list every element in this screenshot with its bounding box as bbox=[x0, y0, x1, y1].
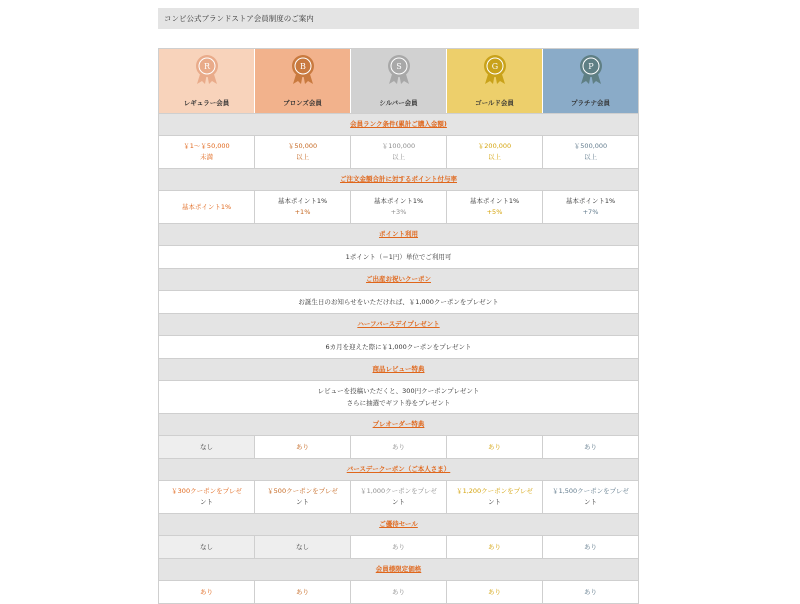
section-header-half-birthday bbox=[159, 313, 638, 335]
rank-silver bbox=[351, 49, 447, 113]
cell-line: ￥200,000 bbox=[477, 142, 512, 150]
cell-line: +5% bbox=[486, 208, 503, 216]
section-header-point-rate bbox=[159, 168, 638, 190]
preorder-row bbox=[159, 435, 638, 458]
medal-letter: B bbox=[299, 62, 306, 71]
rank-condition-silver bbox=[351, 136, 447, 168]
page-title: コンビ公式ブランドストア会員制度のご案内 bbox=[158, 8, 639, 29]
point-rate-bronze bbox=[255, 191, 351, 223]
point-use-text: 1ポイント（＝1円）単位でご利用可 bbox=[345, 253, 452, 261]
cell-line: 基本ポイント1% bbox=[565, 197, 616, 205]
medal-p-icon bbox=[576, 53, 606, 85]
member-price-row bbox=[159, 580, 638, 604]
cell-line: ント bbox=[200, 498, 213, 506]
member-price-regular: あり bbox=[159, 581, 255, 603]
section-title[interactable]: プレオーダー特典 bbox=[372, 420, 425, 428]
section-title[interactable]: 会員様限定価格 bbox=[375, 565, 422, 573]
rank-gold bbox=[447, 49, 543, 113]
rank-label-regular: レギュラー会員 bbox=[183, 99, 230, 107]
point-rate-row bbox=[159, 190, 638, 223]
point-rate-silver bbox=[351, 191, 447, 223]
rank-label-platinum: プラチナ会員 bbox=[571, 99, 610, 107]
cell-line: ント bbox=[296, 498, 309, 506]
section-header-birth-coupon bbox=[159, 268, 638, 290]
rank-label-silver: シルバー会員 bbox=[379, 99, 418, 107]
cell-line: +3% bbox=[390, 208, 407, 216]
cell-line: 基本ポイント1% bbox=[469, 197, 520, 205]
point-rate-gold bbox=[447, 191, 543, 223]
preorder-platinum: あり bbox=[584, 442, 597, 451]
special-sale-bronze: なし bbox=[255, 536, 351, 558]
cell-line: 基本ポイント1% bbox=[181, 202, 232, 211]
section-title[interactable]: ご出産お祝いクーポン bbox=[366, 275, 431, 283]
section-header-special-sale bbox=[159, 513, 638, 535]
medal-letter: G bbox=[491, 62, 498, 71]
cell-line: ￥300クーポンをプレゼ bbox=[171, 487, 242, 495]
birthday-coupon-bronze bbox=[255, 481, 351, 513]
preorder-regular: なし bbox=[159, 436, 255, 458]
birthday-coupon-platinum bbox=[543, 481, 638, 513]
section-header-birthday-coupon bbox=[159, 458, 638, 480]
cell-line: ￥1,000クーポンをプレゼ bbox=[360, 487, 437, 495]
member-price-platinum: あり bbox=[584, 587, 597, 596]
section-title[interactable]: ポイント利用 bbox=[379, 230, 418, 238]
special-sale-gold: あり bbox=[447, 536, 543, 558]
rank-condition-row bbox=[159, 135, 638, 168]
section-title[interactable]: バースデークーポン（ご本人さま） bbox=[346, 465, 451, 473]
rank-condition-bronze bbox=[255, 136, 351, 168]
membership-table bbox=[158, 48, 639, 604]
birthday-coupon-silver bbox=[351, 481, 447, 513]
cell-line: 以上 bbox=[296, 153, 309, 161]
review-line-1: レビューを投稿いただくと、300円クーポンプレゼント bbox=[317, 387, 480, 395]
special-sale-row bbox=[159, 535, 638, 558]
cell-line: 基本ポイント1% bbox=[373, 197, 424, 205]
rank-label-gold: ゴールド会員 bbox=[475, 99, 514, 107]
medal-b-icon bbox=[288, 53, 318, 85]
member-price-gold: あり bbox=[447, 581, 543, 603]
rank-platinum bbox=[543, 49, 638, 113]
cell-line: 以上 bbox=[584, 153, 597, 161]
cell-line: ント bbox=[392, 498, 405, 506]
rank-condition-gold bbox=[447, 136, 543, 168]
section-header-review bbox=[159, 358, 638, 380]
rank-condition-platinum bbox=[543, 136, 638, 168]
review-row bbox=[159, 380, 638, 413]
cell-line: ￥1,500クーポンをプレゼ bbox=[552, 487, 629, 495]
cell-line: +7% bbox=[582, 208, 599, 216]
cell-line: +1% bbox=[294, 208, 311, 216]
cell-line: 以上 bbox=[392, 153, 405, 161]
half-birthday-row bbox=[159, 335, 638, 358]
cell-line: ￥50,000 bbox=[287, 142, 318, 150]
birth-coupon-text: お誕生日のお知らせをいただければ、￥1,000クーポンをプレゼント bbox=[298, 298, 499, 306]
special-sale-silver: あり bbox=[351, 536, 447, 558]
cell-line: ￥100,000 bbox=[381, 142, 416, 150]
birthday-coupon-regular bbox=[159, 481, 255, 513]
cell-line: ント bbox=[488, 498, 501, 506]
section-title[interactable]: ハーフバースデイプレゼント bbox=[357, 320, 440, 328]
point-rate-regular bbox=[159, 191, 255, 223]
section-header-member-price bbox=[159, 558, 638, 580]
cell-line: ￥500クーポンをプレゼ bbox=[267, 487, 338, 495]
cell-line: ￥1〜￥50,000 bbox=[183, 142, 230, 150]
medal-letter: S bbox=[395, 62, 402, 71]
cell-line: 未満 bbox=[200, 153, 213, 161]
medal-letter: R bbox=[203, 62, 210, 71]
birth-coupon-row bbox=[159, 290, 638, 313]
preorder-bronze: あり bbox=[255, 436, 351, 458]
medal-g-icon bbox=[480, 53, 510, 85]
section-header-point-use bbox=[159, 223, 638, 245]
special-sale-regular: なし bbox=[159, 536, 255, 558]
special-sale-platinum: あり bbox=[584, 542, 597, 551]
review-text bbox=[159, 381, 638, 413]
preorder-silver: あり bbox=[351, 436, 447, 458]
rank-label-bronze: ブロンズ会員 bbox=[283, 99, 322, 107]
section-header-preorder bbox=[159, 413, 638, 435]
section-title[interactable]: 会員ランク条件(累計ご購入金額) bbox=[350, 120, 447, 128]
half-birthday-text: 6カ月を迎えた際に￥1,000クーポンをプレゼント bbox=[325, 343, 472, 351]
rank-bronze bbox=[255, 49, 351, 113]
section-title[interactable]: ご優待セール bbox=[379, 520, 418, 528]
review-line-2: さらに抽選でギフト券をプレゼント bbox=[346, 399, 451, 407]
rank-regular bbox=[159, 49, 255, 113]
point-use-row bbox=[159, 245, 638, 268]
point-rate-platinum bbox=[543, 191, 638, 223]
cell-line: ント bbox=[584, 498, 597, 506]
section-title[interactable]: 商品レビュー特典 bbox=[372, 365, 425, 373]
section-title[interactable]: ご注文金額合計に対するポイント付与率 bbox=[340, 175, 457, 183]
cell-line: ￥500,000 bbox=[573, 142, 608, 150]
preorder-gold: あり bbox=[447, 436, 543, 458]
rank-header-row bbox=[159, 49, 638, 113]
section-header-rank-condition bbox=[159, 113, 638, 135]
cell-line: ￥1,200クーポンをプレゼ bbox=[456, 487, 533, 495]
medal-letter: P bbox=[587, 62, 594, 71]
member-price-bronze: あり bbox=[255, 581, 351, 603]
birthday-coupon-row bbox=[159, 480, 638, 513]
birthday-coupon-gold bbox=[447, 481, 543, 513]
member-price-silver: あり bbox=[351, 581, 447, 603]
medal-r-icon bbox=[192, 53, 222, 85]
cell-line: 以上 bbox=[488, 153, 501, 161]
cell-line: 基本ポイント1% bbox=[277, 197, 328, 205]
medal-s-icon bbox=[384, 53, 414, 85]
rank-condition-regular bbox=[159, 136, 255, 168]
